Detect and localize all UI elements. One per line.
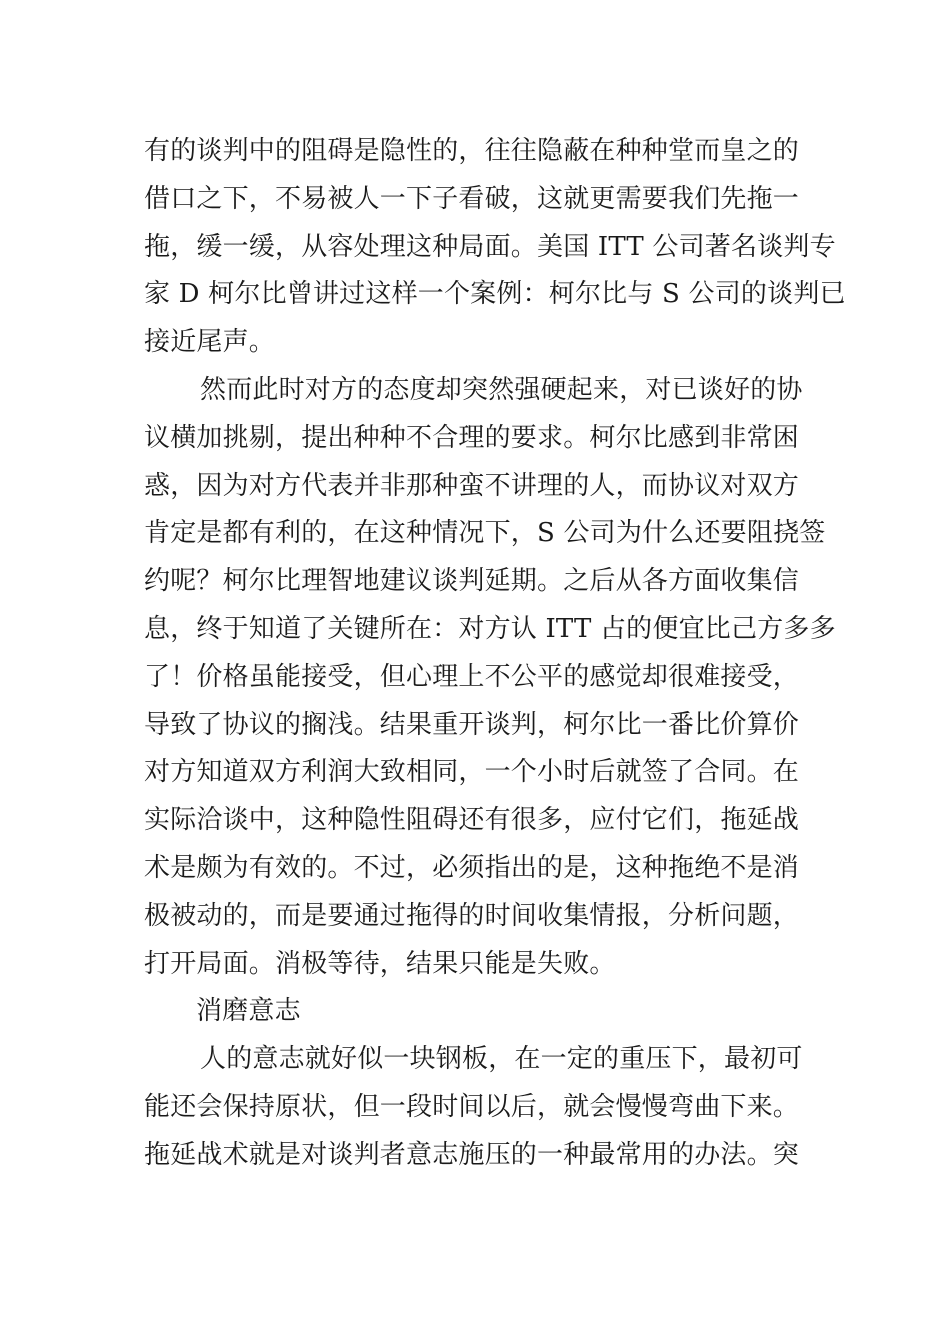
- text-line: 拖，缓一缓，从容处理这种局面。美国 ITT 公司著名谈判专: [144, 231, 836, 262]
- text-line: 实际洽谈中，这种隐性阻碍还有很多，应付它们，拖延战: [144, 805, 800, 836]
- text-line: 打开局面。消极等待，结果只能是失败。: [144, 948, 616, 979]
- document-body: [144, 128, 846, 1180]
- text-line: 约呢？柯尔比理智地建议谈判延期。之后从各方面收集信: [144, 566, 800, 597]
- text-line: 惑，因为对方代表并非那种蛮不讲理的人，而协议对双方: [144, 470, 800, 501]
- text-line: 了！价格虽能接受，但心理上不公平的感觉却很难接受，: [144, 661, 800, 692]
- paragraph-start-line: 然而此时对方的态度却突然强硬起来，对已谈好的协: [200, 374, 803, 405]
- text-line: 对方知道双方利润大致相同，一个小时后就签了合同。在: [144, 757, 800, 788]
- text-line: 能还会保持原状，但一段时间以后，就会慢慢弯曲下来。: [144, 1091, 800, 1122]
- text-line: 肯定是都有利的，在这种情况下，S 公司为什么还要阻挠签: [144, 518, 826, 549]
- section-heading: 消磨意志: [196, 996, 301, 1027]
- text-line: 导致了协议的搁浅。结果重开谈判，柯尔比一番比价算价: [144, 709, 800, 740]
- text-line: 术是颇为有效的。不过，必须指出的是，这种拖绝不是消: [144, 852, 800, 883]
- text-line: 有的谈判中的阻碍是隐性的，往往隐蔽在种种堂而皇之的: [144, 136, 800, 166]
- text-line: 家 D 柯尔比曾讲过这样一个案例：柯尔比与 S 公司的谈判已: [144, 279, 846, 310]
- text-line: 极被动的，而是要通过拖得的时间收集情报，分析问题，: [144, 900, 800, 931]
- text-line: 息，终于知道了关键所在：对方认 ITT 占的便宜比己方多多: [144, 613, 836, 644]
- text-line: 借口之下，不易被人一下子看破，这就更需要我们先拖一: [144, 183, 800, 214]
- text-line: 接近尾声。: [144, 327, 276, 358]
- text-line: 拖延战术就是对谈判者意志施压的一种最常用的办法。突: [144, 1139, 800, 1170]
- text-line: 议横加挑剔，提出种种不合理的要求。柯尔比感到非常困: [144, 422, 800, 453]
- paragraph-start-line: 人的意志就好似一块钢板，在一定的重压下，最初可: [200, 1044, 803, 1075]
